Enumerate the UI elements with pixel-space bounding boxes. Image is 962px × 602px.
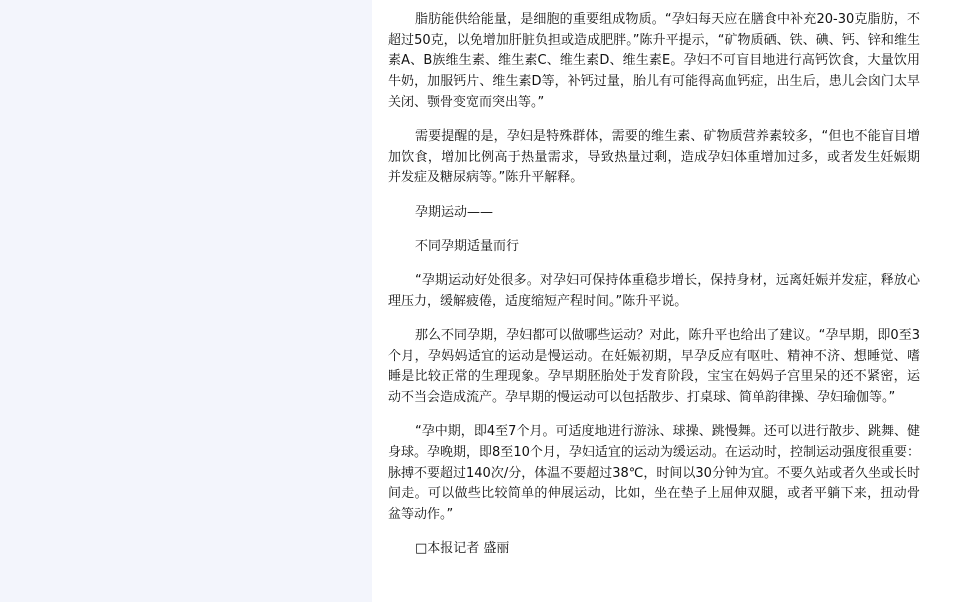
paragraph-mid-late-pregnancy: “孕中期，即4至7个月。可适度地进行游泳、球操、跳慢舞。还可以进行散步、跳舞、健身球。孕晚期，即8至10个月，孕妇适宜的运动为缓运动。在运动时，控制运动强度很重要：脉搏不要超过140次/分，体温不要超过38℃，时间以30分钟为宜。不要久站或者久坐或长时间走。可以做些比较简单的伸展运动，比如，坐在垫子上屈伸双腿，或者平躺下来，扭动骨盆等动作。” (388, 424, 920, 523)
article-body (388, 10, 920, 560)
paragraph-exercise-benefits: “孕期运动好处很多。对孕妇可保持体重稳步增长，保持身材，远离妊娠并发症，释放心理压力，缓解疲倦，适度缩短产程时间。”陈升平说。 (388, 273, 920, 309)
paragraph-fat-nutrition: 脂肪能供给能量，是细胞的重要组成物质。“孕妇每天应在膳食中补充20-30克脂肪，不超过50克，以免增加肝脏负担或造成肥胖。”陈升平提示，“矿物质硒、铁、碘、钙、锌和维生素A、B族维生素、维生素C、维生素D、维生素E。孕妇不可盲目地进行高钙饮食，大量饮用牛奶，加服钙片、维生素D等，补钙过量，胎儿有可能得高血钙症，出生后，患儿会囟门太早关闭、颚骨变宽而突出等。” (388, 12, 920, 110)
left-blank-panel (0, 0, 372, 602)
section-heading-pregnancy-exercise: 孕期运动—— (415, 204, 494, 220)
reporter-byline: □本报记者 盛丽 (415, 541, 510, 557)
paragraph-early-pregnancy: 那么不同孕期，孕妇都可以做哪些运动？对此，陈升平也给出了建议。“孕早期，即0至3个月，孕妈妈适宜的运动是慢运动。在妊娠初期，早孕反应有呕吐、精神不济、想睡觉、嗜睡是比较正常的生理现象。孕早期胚胎处于发育阶段，宝宝在妈妈子宫里呆的还不紧密，运动不当会造成流产。孕早期的慢运动可以包括散步、打桌球、简单韵律操、孕妇瑜伽等。” (388, 327, 920, 406)
section-subheading: 不同孕期适量而行 (415, 238, 520, 254)
paragraph-nutrition-warning: 需要提醒的是，孕妇是特殊群体，需要的维生素、矿物质营养素较多，“但也不能盲目增加饮食，增加比例高于热量需求，导致热量过剩，造成孕妇体重增加过多，或者发生妊娠期并发症及糖尿病等。”陈升平解释。 (388, 129, 920, 186)
